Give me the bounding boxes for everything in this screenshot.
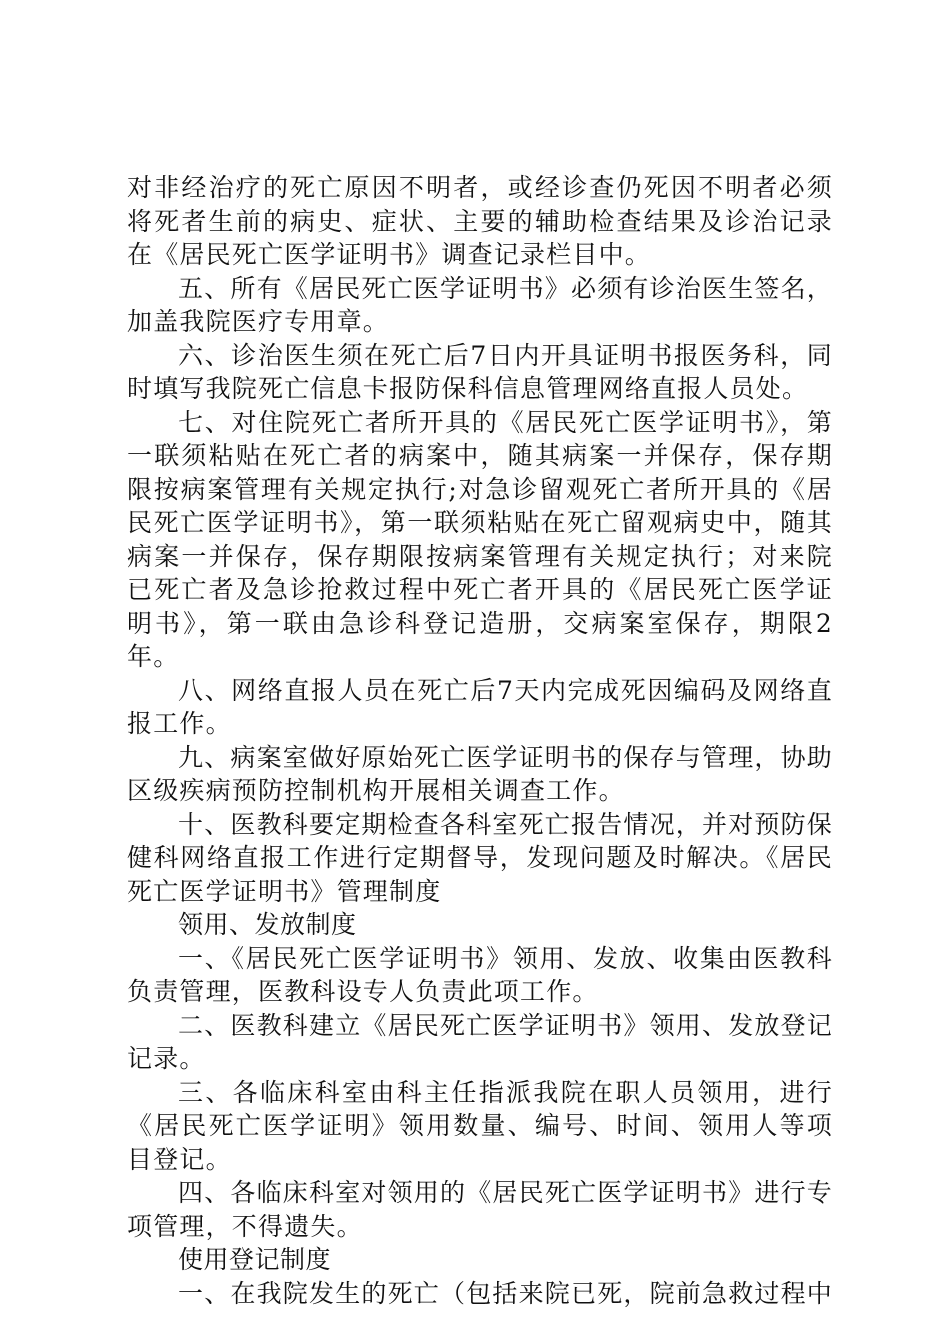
section-heading-usage-registration: 使用登记制度 [178,1245,332,1274]
paragraph-continuation: 对非经治疗的死亡原因不明者，或经诊查仍死因不明者必须将死者生前的病史、症状、主要的辅助检查结果及诊治记录在《居民死亡医学证明书》调查记录栏目中。 [127,173,833,269]
paragraph-distribution-3: 三、各临床科室由科主任指派我院在职人员领用，进行《居民死亡医学证明》领用数量、编号、时间、领用人等项目登记。 [127,1077,833,1174]
document-page [127,171,833,1310]
paragraph-item-10: 十、医教科要定期检查各科室死亡报告情况，并对预防保健科网络直报工作进行定期督导，发现问题及时解决。《居民死亡医学证明书》管理制度 [127,809,834,906]
paragraph-item-5: 五、所有《居民死亡医学证明书》必须有诊治医生签名，加盖我院医疗专用章。 [127,273,834,336]
paragraph-item-8: 八、网络直报人员在死亡后7天内完成死因编码及网络直报工作。 [127,675,833,738]
paragraph-distribution-4: 四、各临床科室对领用的《居民死亡医学证明书》进行专项管理，不得遗失。 [127,1178,834,1241]
paragraph-item-9: 九、病案室做好原始死亡医学证明书的保存与管理，协助区级疾病预防控制机构开展相关调查工作。 [127,742,834,805]
section-heading-distribution: 领用、发放制度 [178,910,357,939]
paragraph-distribution-2: 二、医教科建立《居民死亡医学证明书》领用、发放登记记录。 [127,1010,834,1073]
paragraph-distribution-1: 一、《居民死亡医学证明书》领用、发放、收集由医教科负责管理，医教科设专人负责此项工作。 [127,943,833,1006]
paragraph-usage-1: 一、在我院发生的死亡（包括来院已死，院前急救过程中 [178,1278,834,1308]
paragraph-item-7: 七、对住院死亡者所开具的《居民死亡医学证明书》，第一联须粘贴在死亡者的病案中，随其病案一并保存，保存期限按病案管理有关规定执行;对急诊留观死亡者所开具的《居民死亡医学证明书》，第一联须粘贴在死亡留观病史中，随其病案一并保存，保存期限按病案管理有关规定执行；对来院已死亡者及急诊抢救过程中死亡者开具的《居民死亡医学证明书》，第一联由急诊科登记造册，交病案室保存，期限2年。 [127,407,833,671]
paragraph-item-6: 六、诊治医生须在死亡后7日内开具证明书报医务科，同时填写我院死亡信息卡报防保科信息管理网络直报人员处。 [127,340,833,403]
